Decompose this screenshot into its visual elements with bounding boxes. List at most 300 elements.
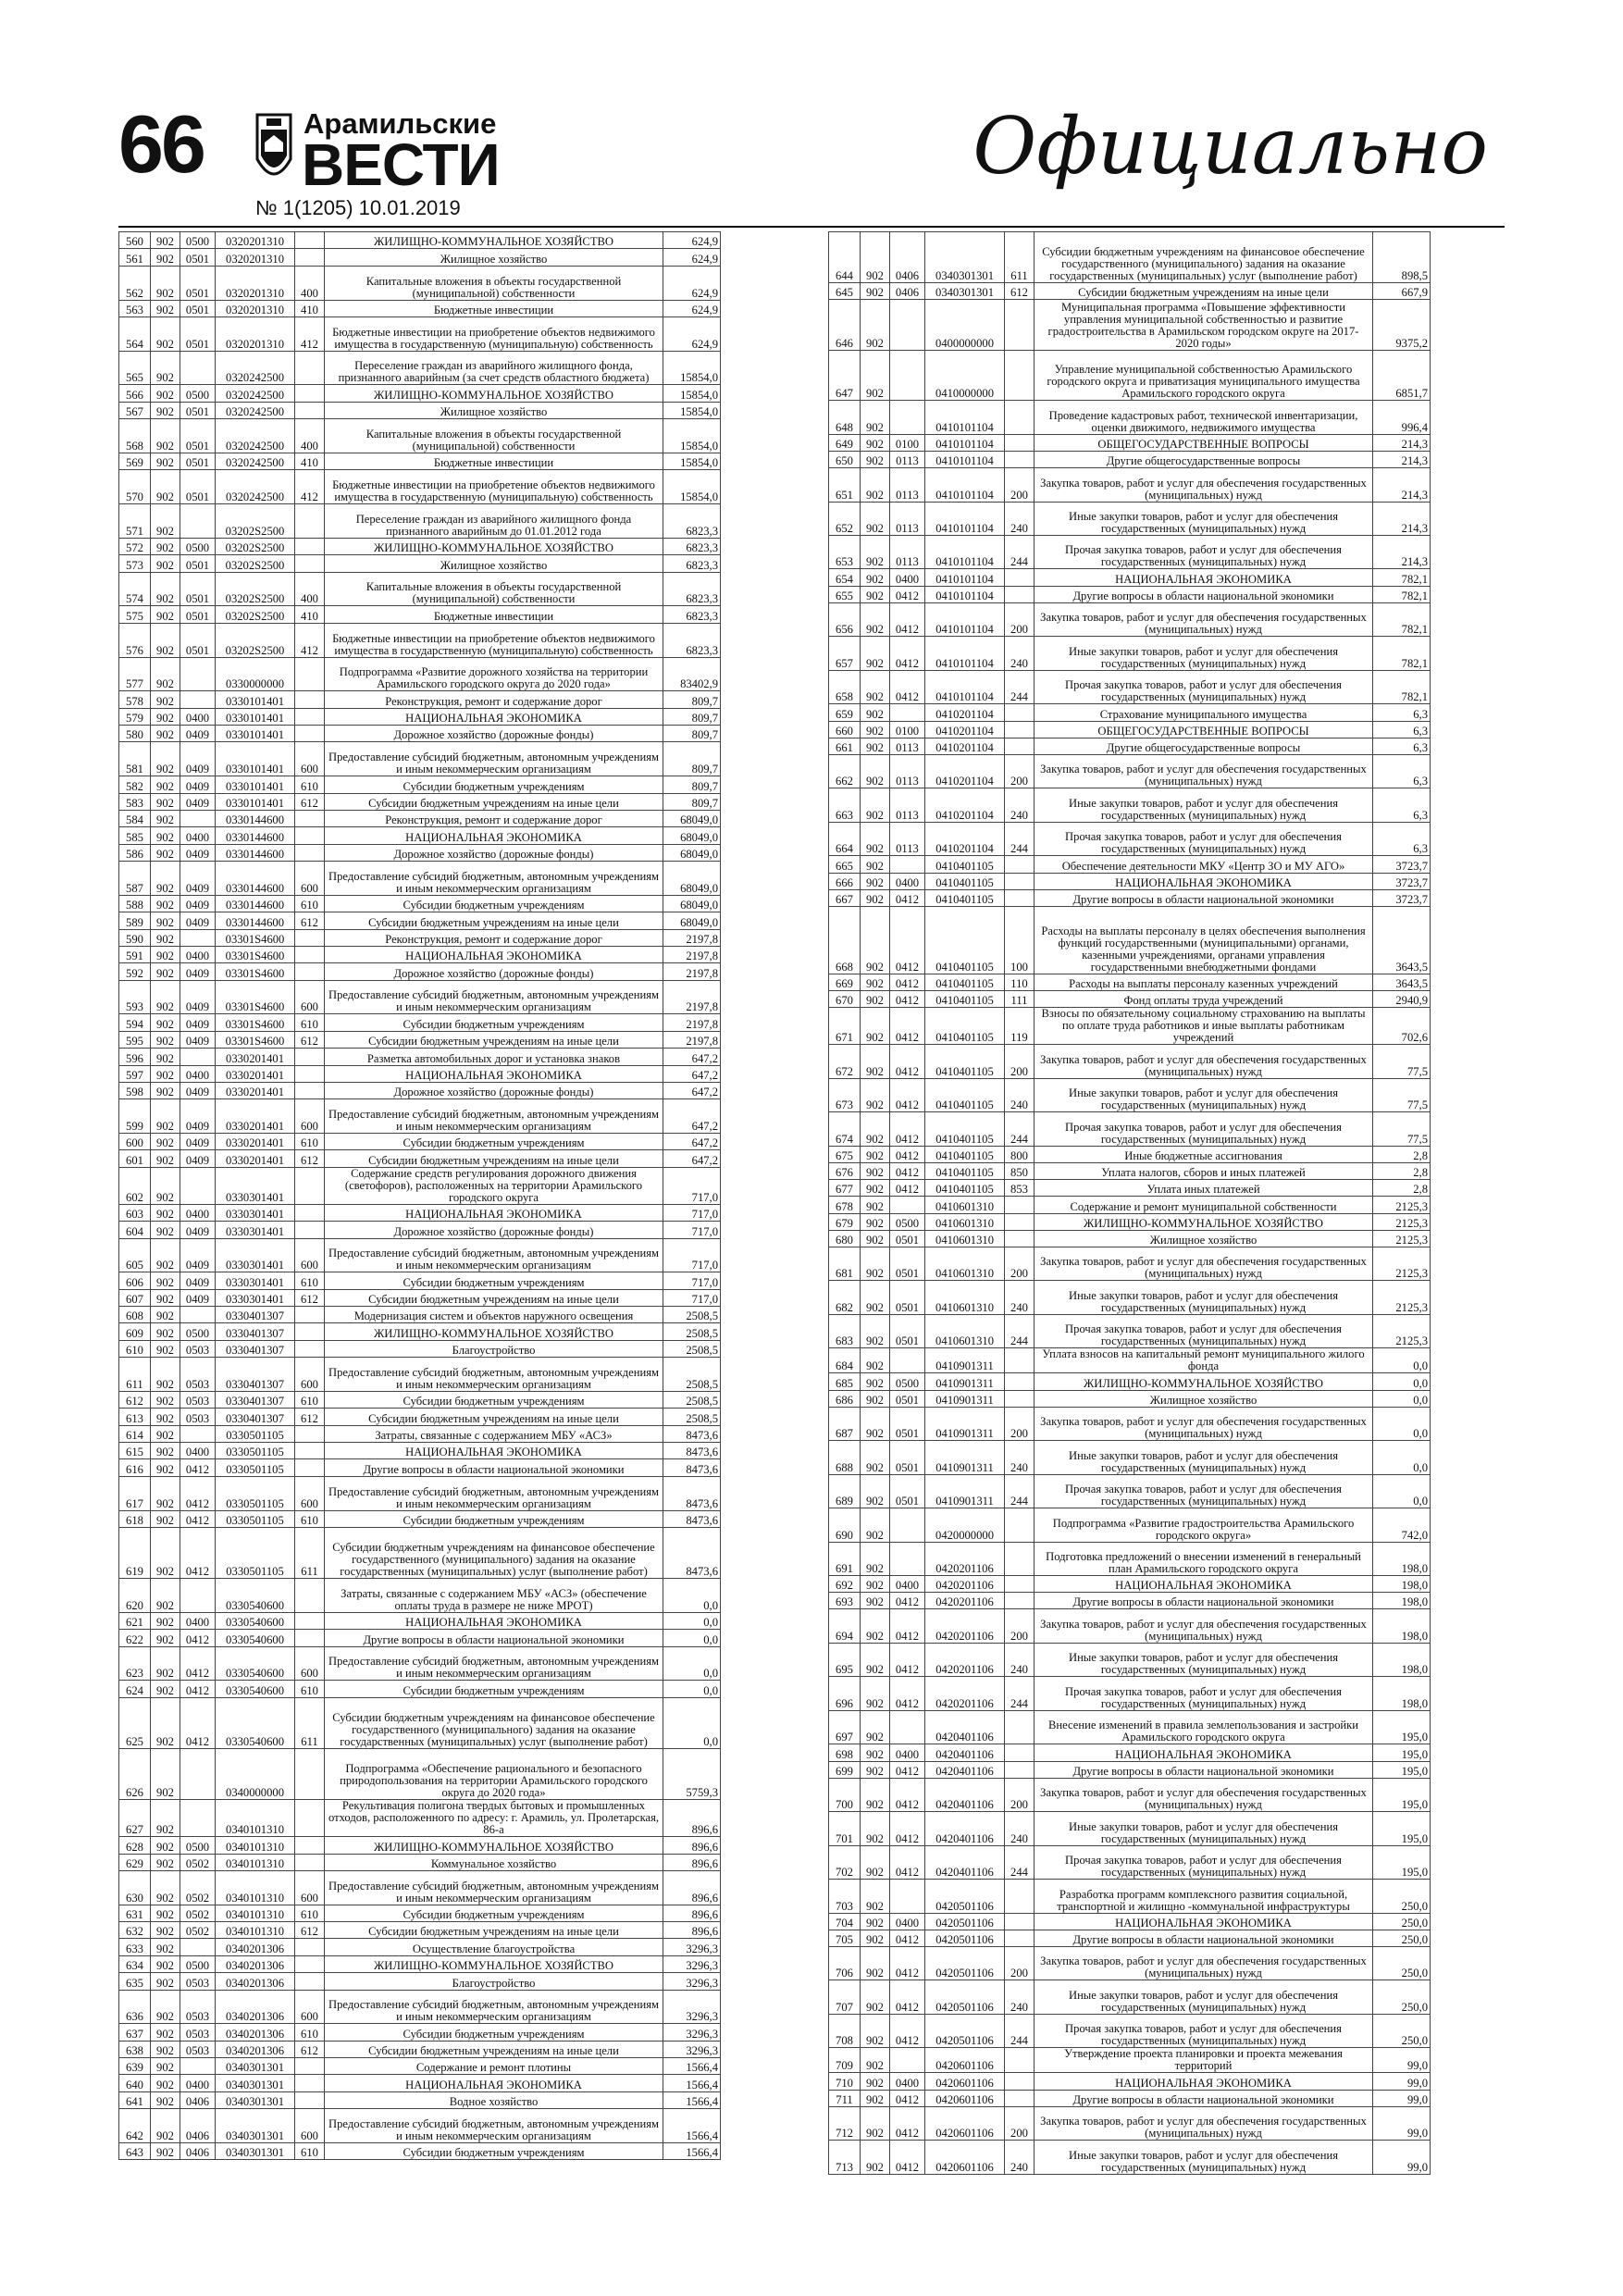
description-cell: Закупка товаров, работ и услуг для обеспечения государственных (муниципальных) нужд [1035, 1247, 1373, 1280]
amount-cell: 0,0 [1373, 1474, 1431, 1508]
section-code-cell: 0412 [890, 906, 925, 974]
admin-code-cell: 902 [151, 1409, 180, 1425]
table-row [119, 316, 721, 351]
target-code-cell: 0330501105 [216, 1510, 295, 1527]
table-row [829, 889, 1431, 906]
expense-type-cell [295, 844, 325, 861]
target-code-cell: 0410401105 [925, 1180, 1005, 1197]
expense-type-cell [295, 2091, 325, 2108]
section-code-cell: 0501 [180, 419, 216, 453]
row-number-cell: 641 [119, 2091, 151, 2108]
description-cell: Прочая закупка товаров, работ и услуг для обеспечения государственных (муниципальных) нужд [1035, 2014, 1373, 2047]
description-cell: НАЦИОНАЛЬНАЯ ЭКОНОМИКА [325, 1204, 663, 1221]
expense-type-cell [295, 1204, 325, 1221]
target-code-cell: 0330501105 [216, 1425, 295, 1442]
expense-type-cell [295, 1837, 325, 1854]
expense-type-cell [1005, 1930, 1035, 1946]
description-cell: Прочая закупка товаров, работ и услуг для обеспечения государственных (муниципальных) нужд [1035, 670, 1373, 703]
admin-code-cell: 902 [861, 1508, 890, 1542]
row-number-cell: 582 [119, 776, 151, 793]
table-row [119, 1681, 721, 1697]
table-row [119, 2142, 721, 2159]
description-cell: Уплата налогов, сборов и иных платежей [1035, 1162, 1373, 1179]
target-code-cell: 0330540600 [216, 1612, 295, 1629]
description-cell: Субсидии бюджетным учреждениям на иные цели [325, 1922, 663, 1939]
amount-cell: 809,7 [663, 793, 721, 810]
target-code-cell: 0420601106 [925, 2048, 1005, 2073]
expense-type-cell: 612 [295, 2041, 325, 2057]
section-title: Официально [973, 101, 1488, 192]
expense-type-cell [295, 726, 325, 742]
row-number-cell: 700 [829, 1778, 861, 1811]
description-cell: НАЦИОНАЛЬНАЯ ЭКОНОМИКА [1035, 873, 1373, 889]
expense-type-cell [1005, 1744, 1035, 1761]
row-number-cell: 655 [829, 586, 861, 602]
target-code-cell: 0410901311 [925, 1407, 1005, 1440]
table-row [829, 1812, 1431, 1845]
row-number-cell: 624 [119, 1681, 151, 1697]
row-number-cell: 599 [119, 1099, 151, 1134]
section-code-cell: 0412 [890, 2090, 925, 2106]
expense-type-cell [295, 1082, 325, 1098]
section-code-cell [180, 1800, 216, 1837]
expense-type-cell: 200 [1005, 754, 1035, 788]
description-cell: НАЦИОНАЛЬНАЯ ЭКОНОМИКА [1035, 2073, 1373, 2090]
row-number-cell: 704 [829, 1913, 861, 1930]
section-code-cell: 0113 [890, 754, 925, 788]
row-number-cell: 602 [119, 1167, 151, 1204]
amount-cell: 1566,4 [663, 2058, 721, 2075]
row-number-cell: 644 [829, 232, 861, 283]
section-code-cell [180, 1579, 216, 1613]
table-row [119, 453, 721, 469]
description-cell: Страхование муниципального имущества [1035, 704, 1373, 721]
expense-type-cell [1005, 889, 1035, 906]
amount-cell: 214,3 [1373, 536, 1431, 569]
expense-type-cell: 240 [1005, 788, 1035, 822]
admin-code-cell: 902 [151, 316, 180, 351]
row-number-cell: 675 [829, 1146, 861, 1162]
row-number-cell: 652 [829, 502, 861, 535]
admin-code-cell: 902 [151, 1014, 180, 1031]
admin-code-cell: 902 [151, 1204, 180, 1221]
target-code-cell: 0330101401 [216, 691, 295, 708]
table-row [829, 2141, 1431, 2174]
admin-code-cell: 902 [861, 1281, 890, 1314]
brand-name-bottom: ВЕСТИ [302, 131, 500, 198]
section-code-cell: 0400 [180, 1612, 216, 1629]
section-code-cell: 0409 [180, 742, 216, 776]
target-code-cell: 03202S2500 [216, 572, 295, 606]
description-cell: Благоустройство [325, 1973, 663, 1990]
expense-type-cell: 240 [1005, 1441, 1035, 1474]
section-code-cell: 0412 [890, 974, 925, 990]
row-number-cell: 659 [829, 704, 861, 721]
row-number-cell: 600 [119, 1134, 151, 1150]
expense-type-cell [295, 1425, 325, 1442]
description-cell: Обеспечение деятельности МКУ «Центр ЗО и МУ АГО» [1035, 856, 1373, 873]
table-row [119, 2091, 721, 2108]
admin-code-cell: 902 [151, 929, 180, 946]
table-row [829, 637, 1431, 670]
admin-code-cell: 902 [151, 726, 180, 742]
target-code-cell: 0410101104 [925, 468, 1005, 502]
target-code-cell: 0420401106 [925, 1812, 1005, 1845]
table-row [119, 606, 721, 623]
admin-code-cell: 902 [151, 1134, 180, 1150]
table-row [119, 742, 721, 776]
admin-code-cell: 902 [151, 1238, 180, 1272]
table-row [829, 974, 1431, 990]
description-cell: Иные закупки товаров, работ и услуг для обеспечения государственных (муниципальных) нужд [1035, 637, 1373, 670]
description-cell: Переселение граждан из аварийного жилищного фонда, признанного аварийным (за счет средств областного бюджета) [325, 351, 663, 385]
description-cell: Иные закупки товаров, работ и услуг для обеспечения государственных (муниципальных) нужд [1035, 788, 1373, 822]
amount-cell: 250,0 [1373, 1946, 1431, 1980]
section-code-cell: 0409 [180, 1150, 216, 1167]
section-code-cell: 0412 [890, 1761, 925, 1778]
admin-code-cell: 902 [861, 873, 890, 889]
admin-code-cell: 902 [151, 453, 180, 469]
target-code-cell: 03301S4600 [216, 963, 295, 980]
table-row [829, 350, 1431, 401]
section-code-cell: 0412 [890, 1980, 925, 2014]
admin-code-cell: 902 [861, 602, 890, 636]
section-code-cell: 0400 [180, 708, 216, 725]
table-row [119, 1358, 721, 1392]
target-code-cell: 0330401307 [216, 1358, 295, 1392]
description-cell: Расходы на выплаты персоналу в целях обеспечения выполнения функций государственными (муниципальными) органами, казенными учреждениями, органами управления государственными внебюджетными фондами [1035, 906, 1373, 974]
expense-type-cell: 200 [1005, 1045, 1035, 1078]
table-row [829, 1778, 1431, 1811]
target-code-cell: 0330144600 [216, 895, 295, 912]
page-number: 66 [118, 98, 204, 190]
amount-cell: 2125,3 [1373, 1314, 1431, 1347]
table-row [829, 1710, 1431, 1744]
table-row [119, 862, 721, 896]
section-code-cell: 0400 [890, 1744, 925, 1761]
row-number-cell: 649 [829, 434, 861, 451]
amount-cell: 99,0 [1373, 2090, 1431, 2106]
amount-cell: 2508,5 [663, 1307, 721, 1323]
target-code-cell: 0410901311 [925, 1474, 1005, 1508]
target-code-cell: 0410901311 [925, 1441, 1005, 1474]
table-row [829, 602, 1431, 636]
expense-type-cell: 100 [1005, 906, 1035, 974]
amount-cell: 809,7 [663, 708, 721, 725]
amount-cell: 809,7 [663, 691, 721, 708]
amount-cell: 896,6 [663, 1870, 721, 1905]
admin-code-cell: 902 [861, 670, 890, 703]
section-code-cell: 0406 [890, 282, 925, 299]
description-cell: Закупка товаров, работ и услуг для обеспечения государственных (муниципальных) нужд [1035, 1045, 1373, 1078]
table-row [119, 1528, 721, 1579]
admin-code-cell: 902 [151, 1323, 180, 1340]
row-number-cell: 693 [829, 1593, 861, 1609]
description-cell: ЖИЛИЩНО-КОММУНАЛЬНОЕ ХОЗЯЙСТВО [325, 538, 663, 554]
description-cell: Субсидии бюджетным учреждениям [325, 895, 663, 912]
amount-cell: 782,1 [1373, 602, 1431, 636]
expense-type-cell: 612 [295, 912, 325, 929]
row-number-cell: 627 [119, 1800, 151, 1837]
admin-code-cell: 902 [151, 980, 180, 1014]
target-code-cell: 0410101104 [925, 434, 1005, 451]
description-cell: Другие вопросы в области национальной экономики [325, 1630, 663, 1646]
admin-code-cell: 902 [861, 1542, 890, 1575]
table-row [119, 504, 721, 539]
section-code-cell: 0409 [180, 793, 216, 810]
row-number-cell: 622 [119, 1630, 151, 1646]
row-number-cell: 666 [829, 873, 861, 889]
section-code-cell: 0412 [180, 1697, 216, 1748]
amount-cell: 6,3 [1373, 721, 1431, 738]
section-code-cell: 0412 [890, 1146, 925, 1162]
description-cell: Субсидии бюджетным учреждениям [325, 776, 663, 793]
section-code-cell: 0500 [890, 1213, 925, 1230]
description-cell: НАЦИОНАЛЬНАЯ ЭКОНОМИКА [1035, 569, 1373, 586]
row-number-cell: 708 [829, 2014, 861, 2047]
table-row [829, 738, 1431, 754]
amount-cell: 6823,3 [663, 555, 721, 572]
target-code-cell: 0330101401 [216, 776, 295, 793]
row-number-cell: 628 [119, 1837, 151, 1854]
table-row [119, 810, 721, 826]
row-number-cell: 567 [119, 402, 151, 418]
amount-cell: 6,3 [1373, 822, 1431, 855]
amount-cell: 717,0 [663, 1167, 721, 1204]
target-code-cell: 0410101104 [925, 401, 1005, 434]
description-cell: Субсидии бюджетным учреждениям [325, 1391, 663, 1408]
section-code-cell: 0412 [890, 1845, 925, 1879]
row-number-cell: 679 [829, 1213, 861, 1230]
row-number-cell: 664 [829, 822, 861, 855]
table-row [829, 1508, 1431, 1542]
expense-type-cell: 244 [1005, 2014, 1035, 2047]
expense-type-cell [295, 1630, 325, 1646]
table-row [829, 754, 1431, 788]
amount-cell: 717,0 [663, 1289, 721, 1306]
target-code-cell: 0330144600 [216, 912, 295, 929]
row-number-cell: 629 [119, 1854, 151, 1870]
target-code-cell: 0410601310 [925, 1197, 1005, 1213]
row-number-cell: 613 [119, 1409, 151, 1425]
description-cell: Другие вопросы в области национальной экономики [1035, 1761, 1373, 1778]
section-code-cell: 0412 [890, 1180, 925, 1197]
section-code-cell: 0412 [890, 1946, 925, 1980]
table-row [119, 1238, 721, 1272]
description-cell: Предоставление субсидий бюджетным, автономным учреждениям и иным некоммерческим организациям [325, 742, 663, 776]
section-code-cell: 0409 [180, 1099, 216, 1134]
table-row [119, 1476, 721, 1510]
admin-code-cell: 902 [151, 555, 180, 572]
row-number-cell: 685 [829, 1373, 861, 1390]
description-cell: Субсидии бюджетным учреждениям на иные цели [325, 912, 663, 929]
amount-cell: 896,6 [663, 1854, 721, 1870]
section-code-cell: 0400 [180, 1204, 216, 1221]
expense-type-cell [1005, 704, 1035, 721]
description-cell: Жилищное хозяйство [1035, 1230, 1373, 1247]
amount-cell: 3296,3 [663, 1955, 721, 1972]
expense-type-cell: 244 [1005, 1677, 1035, 1710]
description-cell: Предоставление субсидий бюджетным, автономным учреждениям и иным некоммерческим организациям [325, 1476, 663, 1510]
target-code-cell: 0420501106 [925, 1980, 1005, 2014]
section-code-cell: 0502 [180, 1870, 216, 1905]
description-cell: Жилищное хозяйство [325, 249, 663, 266]
amount-cell: 624,9 [663, 316, 721, 351]
admin-code-cell: 902 [151, 1748, 180, 1799]
amount-cell: 198,0 [1373, 1609, 1431, 1643]
target-code-cell: 0410601310 [925, 1281, 1005, 1314]
section-code-cell [890, 350, 925, 401]
section-code-cell: 0503 [180, 1973, 216, 1990]
amount-cell: 996,4 [1373, 401, 1431, 434]
amount-cell: 624,9 [663, 249, 721, 266]
admin-code-cell: 902 [861, 906, 890, 974]
section-code-cell: 0501 [890, 1230, 925, 1247]
section-code-cell: 0412 [180, 1510, 216, 1527]
target-code-cell: 0410901311 [925, 1348, 1005, 1373]
table-row [119, 1837, 721, 1854]
table-row [119, 1990, 721, 2024]
row-number-cell: 640 [119, 2075, 151, 2091]
target-code-cell: 0330301401 [216, 1222, 295, 1238]
target-code-cell: 0330401307 [216, 1409, 295, 1425]
row-number-cell: 606 [119, 1272, 151, 1289]
description-cell: Жилищное хозяйство [325, 402, 663, 418]
row-number-cell: 706 [829, 1946, 861, 1980]
expense-type-cell: 240 [1005, 1078, 1035, 1111]
row-number-cell: 681 [829, 1247, 861, 1280]
admin-code-cell: 902 [151, 351, 180, 385]
description-cell: Субсидии бюджетным учреждениям [325, 1134, 663, 1150]
admin-code-cell: 902 [861, 502, 890, 535]
description-cell: Уплата иных платежей [1035, 1180, 1373, 1197]
expense-type-cell [295, 1222, 325, 1238]
description-cell: Подпрограмма «Развитие градостроительства Арамильского городского округа» [1035, 1508, 1373, 1542]
expense-type-cell: 200 [1005, 1407, 1035, 1440]
expense-type-cell: 410 [295, 606, 325, 623]
target-code-cell: 0420201106 [925, 1593, 1005, 1609]
row-number-cell: 608 [119, 1307, 151, 1323]
section-code-cell: 0113 [890, 451, 925, 467]
table-row [119, 1272, 721, 1289]
table-row [119, 844, 721, 861]
section-code-cell [890, 401, 925, 434]
description-cell: Дорожное хозяйство (дорожные фонды) [325, 1082, 663, 1098]
description-cell: ЖИЛИЩНО-КОММУНАЛЬНОЕ ХОЗЯЙСТВО [325, 232, 663, 249]
row-number-cell: 701 [829, 1812, 861, 1845]
description-cell: Другие вопросы в области национальной экономики [1035, 1930, 1373, 1946]
admin-code-cell: 902 [151, 606, 180, 623]
expense-type-cell: 244 [1005, 822, 1035, 855]
table-row [119, 1167, 721, 1204]
admin-code-cell: 902 [861, 1677, 890, 1710]
section-code-cell: 0412 [180, 1630, 216, 1646]
target-code-cell: 0340301301 [216, 2058, 295, 2075]
admin-code-cell: 902 [151, 1646, 180, 1681]
expense-type-cell: 600 [295, 1646, 325, 1681]
target-code-cell: 0410201104 [925, 704, 1005, 721]
section-code-cell: 0412 [890, 2106, 925, 2140]
section-code-cell [180, 657, 216, 691]
table-row [119, 572, 721, 606]
target-code-cell: 0420601106 [925, 2090, 1005, 2106]
description-cell: Иные закупки товаров, работ и услуг для обеспечения государственных (муниципальных) нужд [1035, 1643, 1373, 1676]
expense-type-cell: 600 [295, 2109, 325, 2143]
section-code-cell: 0113 [890, 738, 925, 754]
admin-code-cell: 902 [151, 1150, 180, 1167]
row-number-cell: 616 [119, 1459, 151, 1476]
expense-type-cell: 600 [295, 980, 325, 1014]
admin-code-cell: 902 [151, 572, 180, 606]
header-rule [118, 226, 1505, 228]
table-row [829, 873, 1431, 889]
section-code-cell: 0502 [180, 1854, 216, 1870]
expense-type-cell [1005, 1542, 1035, 1575]
amount-cell: 6851,7 [1373, 350, 1431, 401]
admin-code-cell: 902 [861, 232, 890, 283]
section-code-cell: 0501 [890, 1441, 925, 1474]
section-code-cell [890, 1542, 925, 1575]
admin-code-cell: 902 [151, 1065, 180, 1082]
expense-type-cell [295, 1748, 325, 1799]
admin-code-cell: 902 [151, 1955, 180, 1972]
expense-type-cell [1005, 1197, 1035, 1213]
description-cell: НАЦИОНАЛЬНАЯ ЭКОНОМИКА [1035, 1576, 1373, 1593]
admin-code-cell: 902 [861, 1348, 890, 1373]
amount-cell: 15854,0 [663, 351, 721, 385]
table-row [119, 946, 721, 962]
expense-type-cell [1005, 350, 1035, 401]
admin-code-cell: 902 [151, 2142, 180, 2159]
admin-code-cell: 902 [151, 963, 180, 980]
table-row [829, 502, 1431, 535]
row-number-cell: 686 [829, 1390, 861, 1407]
row-number-cell: 711 [829, 2090, 861, 2106]
admin-code-cell: 902 [861, 1008, 890, 1045]
target-code-cell: 0410201104 [925, 754, 1005, 788]
expense-type-cell: 200 [1005, 468, 1035, 502]
section-code-cell: 0412 [180, 1459, 216, 1476]
table-row [119, 232, 721, 249]
target-code-cell: 0330101401 [216, 793, 295, 810]
section-code-cell: 0412 [890, 637, 925, 670]
admin-code-cell: 902 [861, 637, 890, 670]
section-code-cell: 0400 [180, 827, 216, 844]
expense-type-cell: 240 [1005, 1281, 1035, 1314]
row-number-cell: 625 [119, 1697, 151, 1748]
admin-code-cell: 902 [151, 402, 180, 418]
target-code-cell: 03301S4600 [216, 946, 295, 962]
row-number-cell: 607 [119, 1289, 151, 1306]
description-cell: Закупка товаров, работ и услуг для обеспечения государственных (муниципальных) нужд [1035, 1946, 1373, 1980]
amount-cell: 250,0 [1373, 1930, 1431, 1946]
target-code-cell: 0330201401 [216, 1065, 295, 1082]
description-cell: Прочая закупка товаров, работ и услуг для обеспечения государственных (муниципальных) нужд [1035, 536, 1373, 569]
row-number-cell: 690 [829, 1508, 861, 1542]
expense-type-cell: 244 [1005, 536, 1035, 569]
target-code-cell: 0420601106 [925, 2141, 1005, 2174]
description-cell: ЖИЛИЩНО-КОММУНАЛЬНОЕ ХОЗЯЙСТВО [325, 1955, 663, 1972]
description-cell: Реконструкция, ремонт и содержание дорог [325, 810, 663, 826]
description-cell: Субсидии бюджетным учреждениям [325, 2024, 663, 2041]
amount-cell: 3296,3 [663, 1973, 721, 1990]
section-code-cell: 0412 [890, 2014, 925, 2047]
section-code-cell [890, 704, 925, 721]
target-code-cell: 0340101310 [216, 1922, 295, 1939]
description-cell: Субсидии бюджетным учреждениям [325, 1510, 663, 1527]
description-cell: ОБЩЕГОСУДАРСТВЕННЫЕ ВОПРОСЫ [1035, 434, 1373, 451]
section-code-cell: 0501 [180, 300, 216, 316]
